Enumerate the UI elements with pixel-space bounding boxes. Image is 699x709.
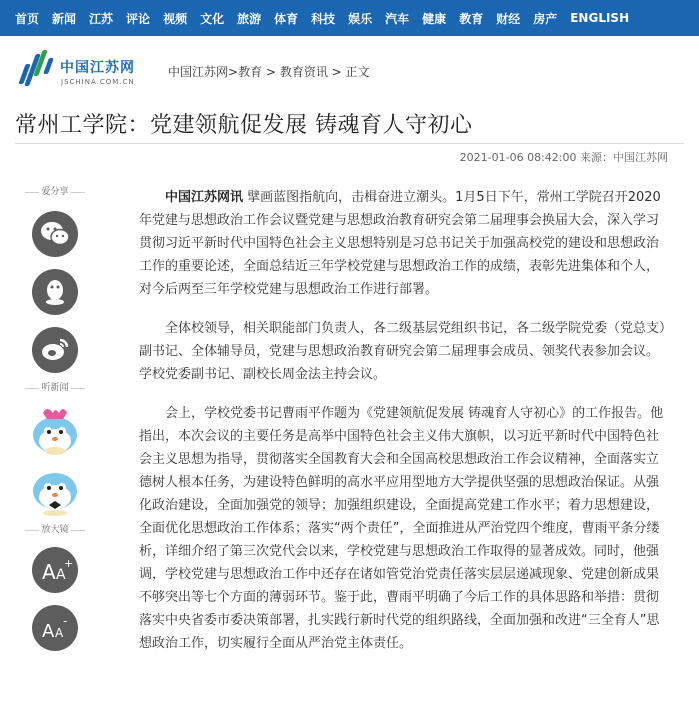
svg-text:A: A [42, 560, 56, 584]
wechat-icon[interactable] [32, 211, 78, 257]
share-label: 爱分享 [15, 185, 95, 199]
nav-item-comment[interactable]: 评论 [126, 11, 151, 26]
listen-mascot-1-icon[interactable] [27, 401, 83, 457]
zoom-label: 放大镜 [15, 523, 95, 537]
paragraph-text: 擘画蓝图指航向，击楫奋进立潮头。1月5日下午，常州工学院召开2020年党建与思想政治工作会议暨党建与思想政治教育研究会第二届理事会换届大会，深入学习贯彻习近平新时代中国特色社会主义思想特别是习总书记关于加强高校党的建设和思想政治工作的重要论述，全面总结近三年学校党建与思想政治工作的成绩，表彰先进集体和个人，对今后两至三年学校党建与思想政治工作进行部署。 [139, 190, 661, 297]
article-paragraph [139, 186, 669, 301]
nav-item-travel[interactable]: 旅游 [237, 11, 262, 26]
qq-icon[interactable] [32, 269, 78, 315]
nav-item-auto[interactable]: 汽车 [385, 11, 410, 26]
top-navigation [0, 0, 699, 36]
nav-item-video[interactable]: 视频 [163, 11, 188, 26]
breadcrumb-separator: > [228, 65, 239, 79]
nav-item-culture[interactable]: 文化 [200, 11, 225, 26]
nav-item-entertainment[interactable]: 娱乐 [348, 11, 373, 26]
nav-item-news[interactable]: 新闻 [52, 11, 77, 26]
breadcrumb-separator: > [265, 65, 276, 79]
nav-item-education[interactable]: 教育 [459, 11, 484, 26]
article-datetime: 2021-01-06 08:42:00 [459, 151, 577, 164]
article-paragraph: 会上，学校党委书记曹雨平作题为《党建领航促发展 铸魂育人守初心》的工作报告。他指出，本次会议的主要任务是高举中国特色社会主义伟大旗帜，以习近平新时代中国特色社会主义思想为指导，贯彻落实全国教育大会和全国高校思想政治工作会议精神，全面落实立德树人根本任务，为建设特色鲜明的高水平应用型地方大学提供坚强的思想政治保证。从强化政治建设，全面加强党的领导；加强组织建设，全面提高党建工作水平；着力思想建设，全面优化思想政治工作体系；落实“两个责任”，全面推进从严治党四个维度，曹雨平条分缕析，详细介绍了第三次党代会以来，学校党建与思想政治工作取得的显著成效。同时，他强调，学校党建与思想政治工作中还存在诸如管党治党责任落实层层递减现象、党建创新成果不够突出等七个方面的薄弱环节。鉴于此，曹雨平明确了今后工作的具体思路和举措：贯彻落实中央省委市委决策部署，扎实践行新时代党的组织路线，全面加强和改进“三全育人”思想政治工作，切实履行全面从严治党主体责任。 [139, 406, 664, 651]
weibo-icon[interactable] [32, 327, 78, 373]
breadcrumb [168, 63, 370, 80]
nav-item-home[interactable]: 首页 [15, 11, 40, 26]
font-decrease-icon[interactable] [32, 605, 78, 651]
article-title: 常州工学院：党建领航促发展 铸魂育人守初心 [15, 113, 473, 138]
article-meta [460, 149, 668, 165]
svg-text:A: A [56, 567, 66, 583]
article-body [139, 186, 669, 671]
listen-label: 听新闻 [15, 381, 95, 395]
nav-item-realestate[interactable]: 房产 [533, 11, 558, 26]
nav-item-tech[interactable]: 科技 [311, 11, 336, 26]
logo-name: 中国江苏网 [60, 60, 135, 76]
nav-item-sports[interactable]: 体育 [274, 11, 299, 26]
title-divider [15, 143, 684, 144]
nav-item-jiangsu[interactable]: 江苏 [89, 11, 114, 26]
font-increase-icon[interactable] [32, 547, 78, 593]
article-paragraph: 全体校领导，相关职能部门负责人，各二级基层党组织书记，各二级学院党委（党总支）副书记、全体辅导员，党建与思想政治教育研究会第二届理事会成员、领奖代表参加会议。学校党委副书记、副校长周金法主持会议。 [139, 321, 666, 382]
breadcrumb-item-education[interactable]: 教育 [238, 65, 263, 79]
svg-text:A: A [55, 626, 64, 640]
lead-source: 中国江苏网讯 [165, 190, 244, 205]
breadcrumb-item-edu-news[interactable]: 教育资讯 [279, 65, 328, 79]
breadcrumb-separator: > [331, 65, 342, 79]
breadcrumb-item-current: 正文 [345, 65, 370, 79]
logo-domain: JSCHINA.COM.CN [61, 78, 135, 86]
nav-item-finance[interactable]: 财经 [496, 11, 521, 26]
listen-mascot-2-icon[interactable] [27, 461, 83, 517]
side-toolbar [15, 185, 95, 651]
svg-text:+: + [64, 557, 74, 570]
source-label: 来源： [580, 151, 613, 164]
article-source[interactable]: 中国江苏网 [613, 151, 668, 164]
breadcrumb-item-site[interactable]: 中国江苏网 [168, 65, 229, 79]
logo-mark-icon [18, 50, 54, 90]
svg-text:-: - [63, 614, 68, 628]
site-logo[interactable] [18, 48, 148, 92]
nav-item-health[interactable]: 健康 [422, 11, 447, 26]
svg-text:A: A [42, 621, 55, 642]
nav-item-english[interactable]: ENGLISH [570, 11, 630, 25]
